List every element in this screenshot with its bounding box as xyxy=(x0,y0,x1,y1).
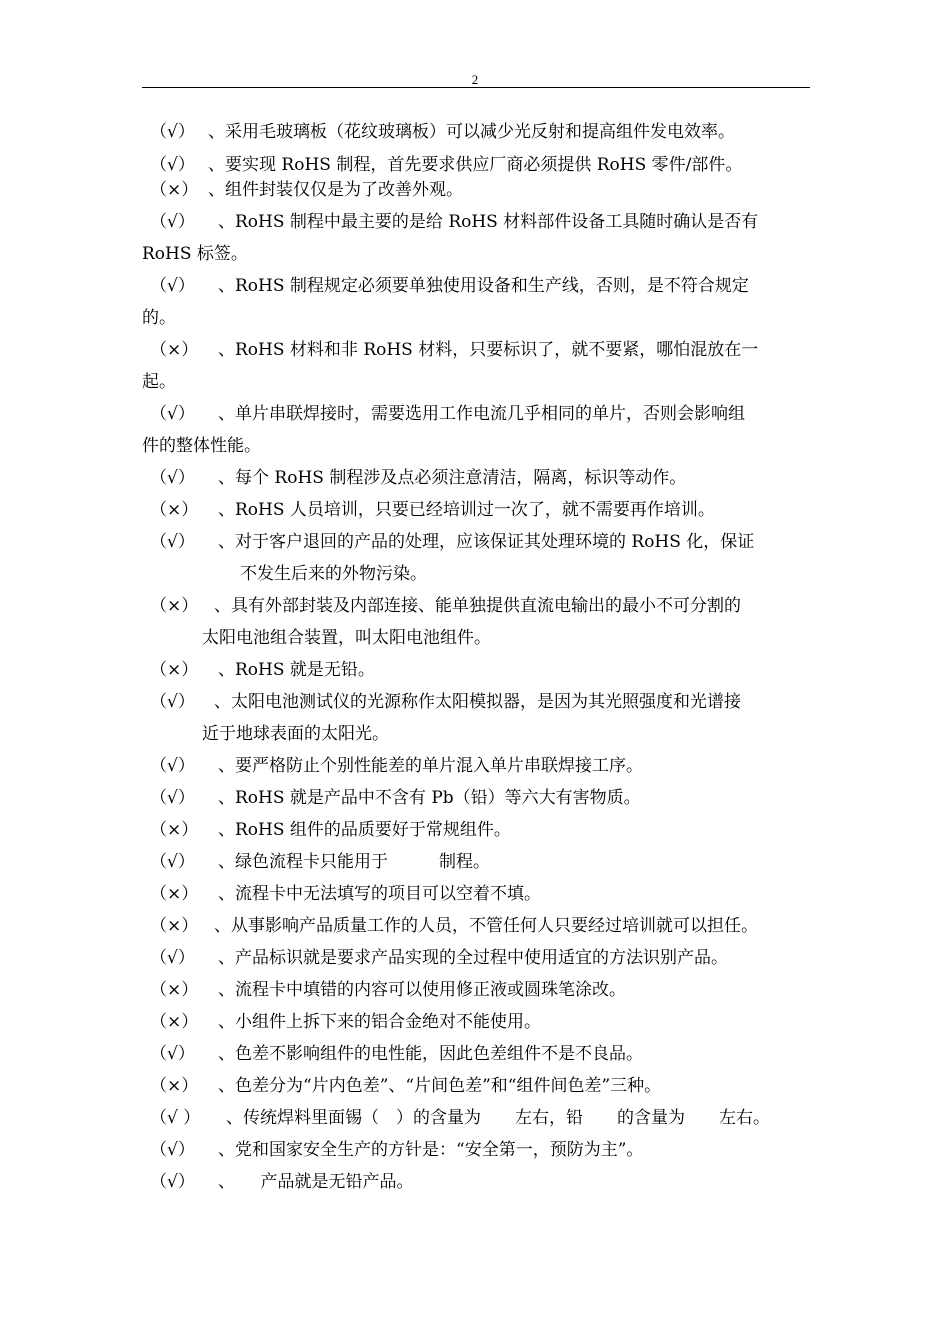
answer-mark: （√） xyxy=(150,276,195,296)
statement-text: 、传统焊料里面锡（ ）的含量为 左右，铅 的含量为 左右。 xyxy=(226,1108,770,1128)
answer-mark: （√） xyxy=(150,692,195,712)
list-item xyxy=(150,1108,770,1128)
answer-mark: （√） xyxy=(150,756,195,776)
answer-mark: （√） xyxy=(150,468,195,488)
statement-text: 、流程卡中填错的内容可以使用修正液或圆珠笔涂改。 xyxy=(218,980,626,1000)
answer-mark: （×） xyxy=(150,1076,199,1096)
answer-mark: （×） xyxy=(150,884,199,904)
list-item xyxy=(150,1076,661,1096)
statement-text: 、产品标识就是要求产品实现的全过程中使用适宜的方法识别产品。 xyxy=(218,948,728,968)
list-item xyxy=(150,1044,643,1064)
statement-text: 、RoHS 组件的品质要好于常规组件。 xyxy=(218,820,511,840)
answer-mark: （√） xyxy=(150,1172,195,1192)
statement-continuation: 的。 xyxy=(142,308,176,328)
page-number: 2 xyxy=(471,72,479,87)
list-item xyxy=(150,180,463,200)
statement-text: 、流程卡中无法填写的项目可以空着不填。 xyxy=(218,884,541,904)
list-item xyxy=(150,122,735,142)
statement-continuation: 太阳电池组合装置，叫太阳电池组件。 xyxy=(202,628,491,648)
statement-text: 、具有外部封装及内部连接、能单独提供直流电输出的最小不可分割的 xyxy=(214,596,741,616)
statement-text: 、RoHS 制程中最主要的是给 RoHS 材料部件设备工具随时确认是否有 xyxy=(218,212,759,232)
statement-text: 、太阳电池测试仪的光源称作太阳模拟器，是因为其光照强度和光谱接 xyxy=(214,692,741,712)
answer-mark: （×） xyxy=(150,500,199,520)
answer-mark: （√） xyxy=(150,404,195,424)
list-item xyxy=(150,692,741,712)
list-item xyxy=(150,1172,414,1192)
statement-text: 、每个 RoHS 制程涉及点必须注意清洁，隔离，标识等动作。 xyxy=(218,468,687,488)
answer-mark: （√） xyxy=(150,532,195,552)
statement-continuation: 起。 xyxy=(142,372,176,392)
list-item xyxy=(150,948,728,968)
answer-mark: （×） xyxy=(150,916,199,936)
statement-text: 、绿色流程卡只能用于 制程。 xyxy=(218,852,490,872)
answer-mark: （√） xyxy=(150,1044,195,1064)
answer-mark: （√） xyxy=(150,122,195,142)
answer-mark: （√） xyxy=(150,155,195,175)
statement-continuation: 近于地球表面的太阳光。 xyxy=(202,724,389,744)
list-item xyxy=(150,660,375,680)
list-item xyxy=(150,596,741,616)
list-item xyxy=(150,404,745,424)
list-item xyxy=(150,276,749,296)
list-item xyxy=(150,340,758,360)
answer-mark: （√ ） xyxy=(150,1108,201,1128)
statement-text: 、色差不影响组件的电性能，因此色差组件不是不良品。 xyxy=(218,1044,643,1064)
statement-text: 、RoHS 人员培训，只要已经培训过一次了，就不需要再作培训。 xyxy=(218,500,715,520)
statement-text: 、小组件上拆下来的铝合金绝对不能使用。 xyxy=(218,1012,541,1032)
statement-text: 、色差分为“片内色差”、“片间色差”和“组件间色差”三种。 xyxy=(218,1076,662,1096)
list-item xyxy=(150,500,715,520)
list-item xyxy=(150,155,742,175)
list-item xyxy=(150,212,758,232)
list-item xyxy=(150,788,641,808)
statement-text: 、党和国家安全生产的方针是：“安全第一，预防为主”。 xyxy=(218,1140,644,1160)
answer-mark: （×） xyxy=(150,340,199,360)
answer-mark: （×） xyxy=(150,1012,199,1032)
answer-mark: （×） xyxy=(150,980,199,1000)
statement-text: 、单片串联焊接时，需要选用工作电流几乎相同的单片，否则会影响组 xyxy=(218,404,745,424)
answer-mark: （×） xyxy=(150,820,199,840)
list-item xyxy=(150,756,643,776)
answer-mark: （√） xyxy=(150,948,195,968)
statement-text: 、对于客户退回的产品的处理，应该保证其处理环境的 RoHS 化，保证 xyxy=(218,532,755,552)
statement-continuation: RoHS 标签。 xyxy=(142,244,248,264)
statement-text: 、RoHS 就是无铅。 xyxy=(218,660,375,680)
header-rule xyxy=(142,87,810,88)
statement-continuation: 不发生后来的外物污染。 xyxy=(240,564,427,584)
statement-continuation: 件的整体性能。 xyxy=(142,436,261,456)
statement-text: 、RoHS 材料和非 RoHS 材料，只要标识了，就不要紧，哪怕混放在一 xyxy=(218,340,759,360)
answer-mark: （√） xyxy=(150,1140,195,1160)
answer-mark: （×） xyxy=(150,180,199,200)
answer-mark: （×） xyxy=(150,596,199,616)
answer-mark: （√） xyxy=(150,788,195,808)
list-item xyxy=(150,1012,541,1032)
list-item xyxy=(150,1140,643,1160)
list-item xyxy=(150,468,686,488)
statement-text: 、从事影响产品质量工作的人员，不管任何人只要经过培训就可以担任。 xyxy=(214,916,758,936)
statement-text: 、要严格防止个别性能差的单片混入单片串联焊接工序。 xyxy=(218,756,643,776)
answer-mark: （√） xyxy=(150,852,195,872)
statement-text: 、采用毛玻璃板（花纹玻璃板）可以减少光反射和提高组件发电效率。 xyxy=(208,122,735,142)
list-item xyxy=(150,884,541,904)
list-item xyxy=(150,820,511,840)
list-item xyxy=(150,852,490,872)
answer-mark: （×） xyxy=(150,660,199,680)
answer-mark: （√） xyxy=(150,212,195,232)
list-item xyxy=(150,980,626,1000)
statement-text: 、RoHS 就是产品中不含有 Pb（铅）等六大有害物质。 xyxy=(218,788,641,808)
list-item xyxy=(150,532,754,552)
statement-text: 、 产品就是无铅产品。 xyxy=(218,1172,414,1192)
statement-text: 、RoHS 制程规定必须要单独使用设备和生产线，否则，是不符合规定 xyxy=(218,276,749,296)
statement-text: 、要实现 RoHS 制程，首先要求供应厂商必须提供 RoHS 零件/部件。 xyxy=(208,155,743,175)
statement-text: 、组件封装仅仅是为了改善外观。 xyxy=(208,180,463,200)
list-item xyxy=(150,916,758,936)
